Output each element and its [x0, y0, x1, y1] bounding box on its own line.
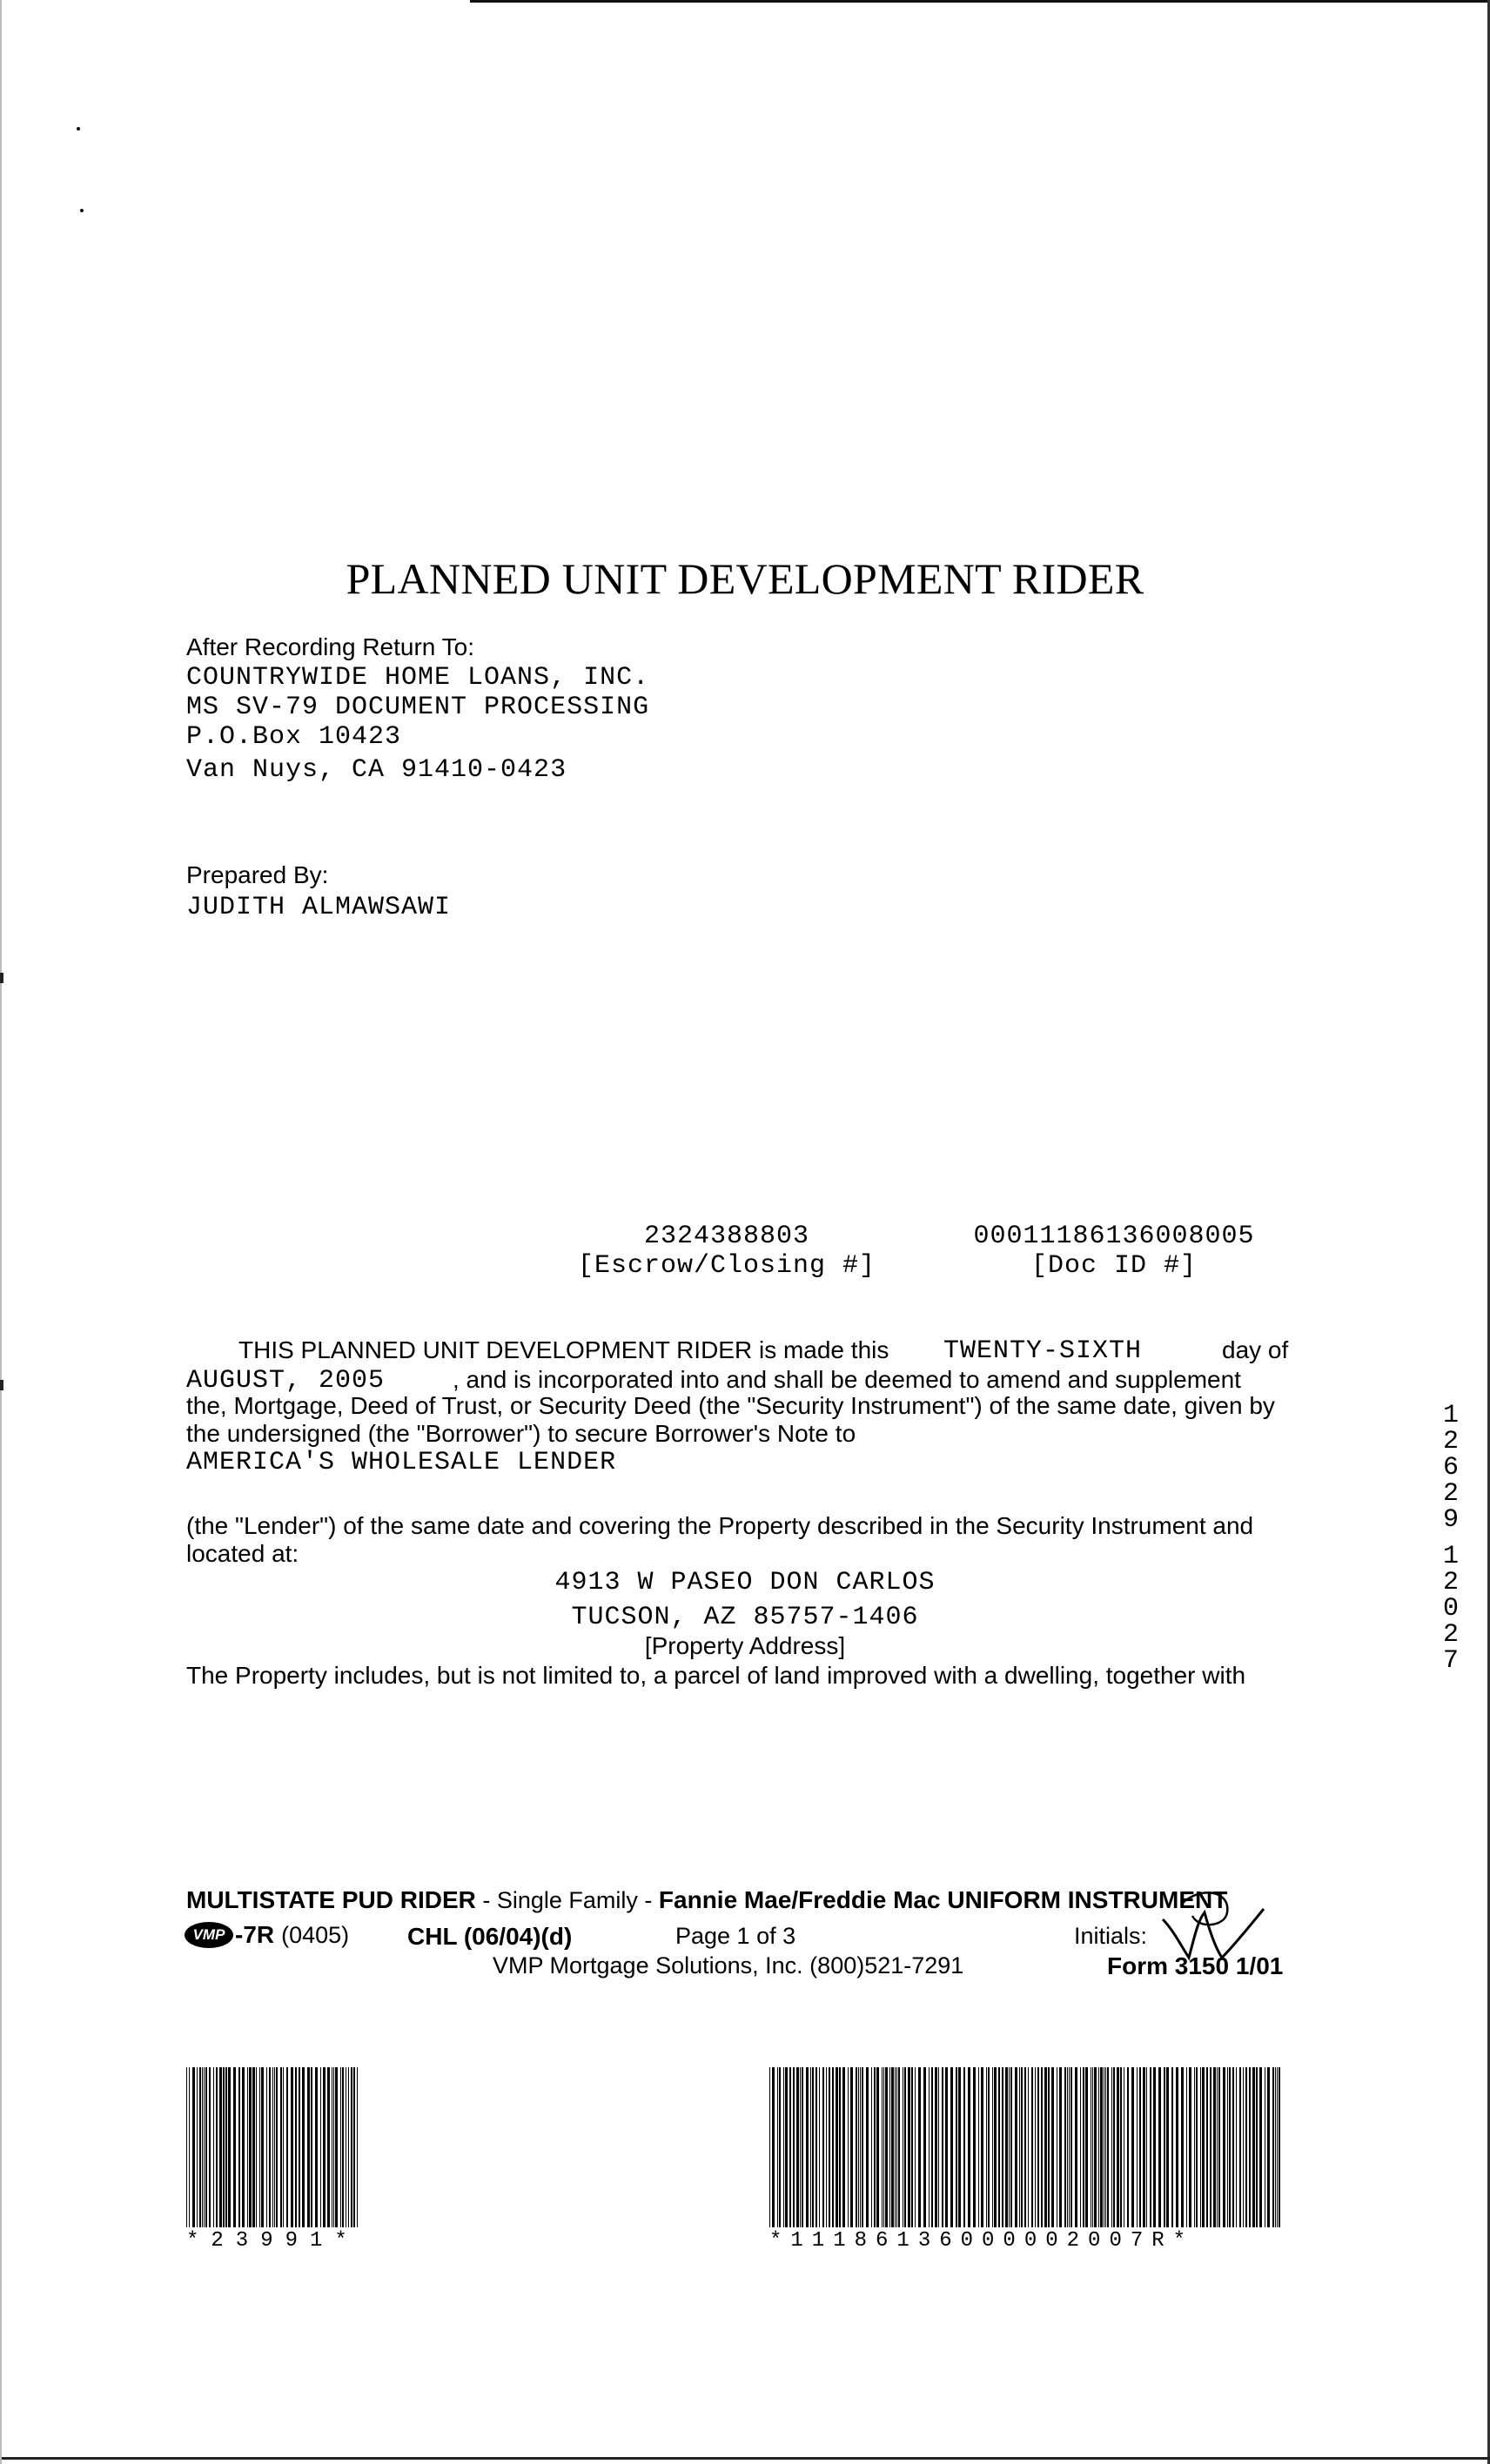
barcode-bar	[889, 2067, 890, 2227]
barcode-bar	[929, 2067, 930, 2227]
footer-vendor: VMP Mortgage Solutions, Inc. (800)521-7291	[493, 1952, 964, 1979]
body-line-6: located at:	[186, 1540, 299, 1567]
barcode-bar	[247, 2067, 248, 2227]
barcode-bar	[261, 2067, 264, 2227]
side-stamp-digit: 2	[1442, 1620, 1459, 1650]
barcode-bar	[199, 2067, 201, 2227]
barcode-bar	[209, 2067, 211, 2227]
barcode-bar	[1127, 2067, 1130, 2227]
side-stamp-digit: 9	[1442, 1505, 1459, 1535]
barcode-bar	[1028, 2067, 1029, 2227]
barcode-bar	[1259, 2067, 1262, 2227]
prepared-by-label: Prepared By:	[186, 861, 329, 888]
barcode-bar	[1111, 2067, 1112, 2227]
side-stamp-number-bottom	[1436, 1543, 1466, 1674]
barcode-bar	[274, 2067, 275, 2227]
barcode-bar	[904, 2067, 906, 2227]
barcode-bar	[1021, 2067, 1023, 2227]
property-address-label: [Property Address]	[644, 1632, 846, 1659]
barcode-bar	[283, 2067, 284, 2227]
barcode-bar	[1051, 2067, 1054, 2227]
barcode-bar	[923, 2067, 926, 2227]
return-to-line: Van Nuys, CA 91410-0423	[186, 755, 567, 785]
barcode-bar	[994, 2067, 997, 2227]
barcode-right	[769, 2067, 1283, 2227]
scan-speck	[77, 127, 80, 131]
barcode-bar	[228, 2067, 231, 2227]
barcode-bar	[223, 2067, 225, 2227]
barcode-bar	[963, 2067, 965, 2227]
escrow-label: [Escrow/Closing #]	[577, 1251, 876, 1281]
barcode-bar	[829, 2067, 830, 2227]
barcode-bar	[1153, 2067, 1156, 2227]
barcode-bar	[1277, 2067, 1278, 2227]
footer-rider-sep: - Single Family -	[475, 1887, 659, 1913]
barcode-bar	[839, 2067, 841, 2227]
barcode-bar	[789, 2067, 791, 2227]
barcode-bar	[1139, 2067, 1141, 2227]
barcode-bar	[242, 2067, 245, 2227]
barcode-bar	[812, 2067, 814, 2227]
barcode-bar	[327, 2067, 330, 2227]
barcode-bar	[1100, 2067, 1103, 2227]
barcode-bar	[286, 2067, 288, 2227]
barcode-bar	[1206, 2067, 1208, 2227]
barcode-bar	[836, 2067, 838, 2227]
barcode-bar	[978, 2067, 979, 2227]
barcode-bar	[1010, 2067, 1012, 2227]
barcode-bar	[1223, 2067, 1225, 2227]
barcode-bar	[256, 2067, 257, 2227]
side-stamp-digit: 1	[1442, 1401, 1459, 1430]
barcode-bar	[1107, 2067, 1109, 2227]
barcode-bar	[992, 2067, 993, 2227]
barcode-bar	[238, 2067, 240, 2227]
barcode-bar	[931, 2067, 933, 2227]
body-line-2: , and is incorporated into and shall be deemed to amend and supplement	[453, 1366, 1241, 1393]
barcode-bar	[1272, 2067, 1274, 2227]
barcode-bar	[1009, 2067, 1010, 2227]
barcode-bar	[1200, 2067, 1201, 2227]
barcode-bar	[186, 2067, 187, 2227]
barcode-bar	[348, 2067, 349, 2227]
return-to-line: COUNTRYWIDE HOME LOANS, INC.	[186, 663, 650, 693]
barcode-bar	[908, 2067, 910, 2227]
barcode-bar	[307, 2067, 310, 2227]
barcode-bar	[856, 2067, 857, 2227]
barcode-bar	[777, 2067, 778, 2227]
barcode-bar	[896, 2067, 897, 2227]
body-line-4: the undersigned (the "Borrower") to secure Borrower's Note to	[186, 1420, 856, 1447]
barcode-bar	[342, 2067, 344, 2227]
barcode-bar	[1069, 2067, 1070, 2227]
barcode-bar	[1158, 2067, 1161, 2227]
barcode-bar	[335, 2067, 338, 2227]
barcode-bar	[202, 2067, 203, 2227]
barcode-bar	[958, 2067, 961, 2227]
barcode-bar	[986, 2067, 987, 2227]
barcode-bar	[1249, 2067, 1251, 2227]
barcode-bar	[1120, 2067, 1122, 2227]
barcode-bar	[860, 2067, 861, 2227]
barcode-bar	[233, 2067, 236, 2227]
barcode-bar	[945, 2067, 948, 2227]
side-stamp-number-top	[1436, 1403, 1466, 1533]
barcode-bar	[299, 2067, 300, 2227]
footer-form-code	[185, 1921, 349, 1949]
barcode-bar	[883, 2067, 884, 2227]
barcode-bar	[918, 2067, 921, 2227]
barcode-bar	[950, 2067, 953, 2227]
scan-mark	[0, 973, 3, 983]
barcode-bar	[225, 2067, 227, 2227]
barcode-bar	[911, 2067, 913, 2227]
barcode-bar	[796, 2067, 799, 2227]
return-to-line: P.O.Box 10423	[186, 722, 402, 752]
barcode-bar	[1037, 2067, 1039, 2227]
barcode-bar	[272, 2067, 273, 2227]
barcode-bar	[1015, 2067, 1017, 2227]
barcode-bar	[1064, 2067, 1066, 2227]
doc-id-label: [Doc ID #]	[1030, 1251, 1198, 1281]
barcode-bar	[832, 2067, 834, 2227]
body-line-3: the, Mortgage, Deed of Trust, or Security Deed (the "Security Instrument") of the same date, given by	[186, 1392, 1275, 1419]
barcode-bar	[1267, 2067, 1270, 2227]
barcode-bar	[1137, 2067, 1138, 2227]
barcode-bar	[1105, 2067, 1106, 2227]
barcode-bar	[848, 2067, 849, 2227]
barcode-bar	[874, 2067, 876, 2227]
barcode-bar	[800, 2067, 801, 2227]
footer-form-date: (0405)	[281, 1921, 350, 1948]
side-stamp-digit: 7	[1442, 1646, 1459, 1676]
barcode-bar	[942, 2067, 943, 2227]
barcode-bar	[1164, 2067, 1165, 2227]
barcode-bar	[204, 2067, 205, 2227]
property-address-line-2: TUCSON, AZ 85757-1406	[571, 1603, 919, 1632]
barcode-bar	[1031, 2067, 1033, 2227]
footer-rider-line	[186, 1886, 1227, 1914]
side-stamp-digit: 2	[1442, 1568, 1459, 1597]
lender-name: AMERICA'S WHOLESALE LENDER	[186, 1448, 617, 1477]
barcode-bar	[340, 2067, 341, 2227]
barcode-bar	[938, 2067, 939, 2227]
footer-form-number: Form 3150 1/01	[1107, 1952, 1284, 1979]
barcode-bar	[862, 2067, 863, 2227]
barcode-bar	[1227, 2067, 1228, 2227]
barcode-bar	[858, 2067, 859, 2227]
barcode-bar	[772, 2067, 775, 2227]
barcode-bar	[1243, 2067, 1244, 2227]
barcode-left	[186, 2067, 359, 2227]
barcode-bar	[915, 2067, 916, 2227]
body-line-7: The Property includes, but is not limited to, a parcel of land improved with a dwelling, together with	[186, 1662, 1246, 1689]
barcode-bar	[280, 2067, 282, 2227]
footer-initials-label: Initials:	[1074, 1923, 1148, 1949]
barcode-bar	[351, 2067, 352, 2227]
barcode-bar	[769, 2067, 770, 2227]
barcode-bar	[822, 2067, 824, 2227]
barcode-bar	[1143, 2067, 1145, 2227]
barcode-bar	[219, 2067, 222, 2227]
return-to-line: MS SV-79 DOCUMENT PROCESSING	[186, 693, 650, 722]
barcode-bar	[1236, 2067, 1237, 2227]
barcode-bar	[842, 2067, 845, 2227]
barcode-bar	[1171, 2067, 1173, 2227]
barcode-bar	[810, 2067, 811, 2227]
barcode-bar	[1166, 2067, 1169, 2227]
barcode-bar	[882, 2067, 883, 2227]
barcode-bar	[850, 2067, 853, 2227]
barcode-bar	[1035, 2067, 1036, 2227]
barcode-bar	[956, 2067, 957, 2227]
footer-chl-code: CHL (06/04)(d)	[407, 1923, 573, 1950]
barcode-bar	[266, 2067, 267, 2227]
barcode-bar	[1071, 2067, 1072, 2227]
rider-day: TWENTY-SIXTH	[943, 1336, 1143, 1366]
barcode-bar	[269, 2067, 271, 2227]
barcode-bar	[1279, 2067, 1280, 2227]
barcode-bar	[1146, 2067, 1147, 2227]
side-stamp-digit: 1	[1442, 1542, 1459, 1571]
barcode-bar	[1181, 2067, 1184, 2227]
barcode-bar	[1150, 2067, 1151, 2227]
barcode-bar	[1217, 2067, 1218, 2227]
scan-speck	[80, 209, 84, 212]
barcode-bar	[259, 2067, 260, 2227]
barcode-bar	[793, 2067, 795, 2227]
barcode-bar	[1239, 2067, 1241, 2227]
barcode-bar	[895, 2067, 896, 2227]
barcode-bar	[815, 2067, 817, 2227]
barcode-bar	[1024, 2067, 1026, 2227]
escrow-number: 2324388803	[643, 1222, 810, 1251]
barcode-bar	[291, 2067, 293, 2227]
barcode-bar	[988, 2067, 990, 2227]
barcode-bar	[213, 2067, 214, 2227]
document-title: PLANNED UNIT DEVELOPMENT RIDER	[346, 554, 1144, 603]
barcode-bar	[1189, 2067, 1191, 2227]
barcode-bar	[302, 2067, 305, 2227]
barcode-bar	[1075, 2067, 1077, 2227]
barcode-bar	[1186, 2067, 1187, 2227]
barcode-bar	[802, 2067, 803, 2227]
footer-rider-title: MULTISTATE PUD RIDER	[186, 1886, 476, 1913]
barcode-bar	[1002, 2067, 1003, 2227]
barcode-bar	[973, 2067, 976, 2227]
barcode-bar	[216, 2067, 218, 2227]
barcode-bar	[295, 2067, 297, 2227]
barcode-bar	[189, 2067, 190, 2227]
side-stamp-digit: 2	[1442, 1479, 1459, 1509]
barcode-bar	[779, 2067, 781, 2227]
barcode-bar	[981, 2067, 983, 2227]
scan-mark	[0, 1380, 3, 1390]
body-line-1a: THIS PLANNED UNIT DEVELOPMENT RIDER is made this	[238, 1336, 889, 1363]
barcode-bar	[1098, 2067, 1099, 2227]
footer-page-number: Page 1 of 3	[675, 1923, 796, 1949]
barcode-bar	[968, 2067, 970, 2227]
vmp-logo-icon: VMP	[185, 1922, 233, 1948]
barcode-bar	[871, 2067, 872, 2227]
barcode-bar	[323, 2067, 326, 2227]
barcode-bar	[252, 2067, 255, 2227]
prepared-by-name: JUDITH ALMAWSAWI	[186, 893, 452, 922]
barcode-bar	[898, 2067, 900, 2227]
barcode-bar	[819, 2067, 820, 2227]
barcode-bar	[197, 2067, 198, 2227]
barcode-bar	[785, 2067, 788, 2227]
scan-left-edge	[0, 0, 2, 2464]
barcode-bar	[1131, 2067, 1134, 2227]
footer-form-suffix: -7R	[235, 1921, 275, 1948]
barcode-bar	[276, 2067, 278, 2227]
barcode-bar	[783, 2067, 784, 2227]
barcode-bar	[192, 2067, 195, 2227]
side-stamp-digit: 6	[1442, 1453, 1459, 1483]
barcode-bar	[1252, 2067, 1255, 2227]
barcode-bar	[885, 2067, 888, 2227]
barcode-bar	[1196, 2067, 1198, 2227]
barcode-bar	[333, 2067, 334, 2227]
side-stamp-digit: 0	[1442, 1594, 1459, 1624]
side-stamp-digit: 2	[1442, 1427, 1459, 1456]
barcode-bar	[998, 2067, 1000, 2227]
barcode-bar	[320, 2067, 321, 2227]
property-address-line-1: 4913 W PASEO DON CARLOS	[554, 1568, 936, 1597]
barcode-bar	[1044, 2067, 1047, 2227]
barcode-bar	[1067, 2067, 1068, 2227]
barcode-bar	[1117, 2067, 1119, 2227]
barcode-bar	[249, 2067, 252, 2227]
scan-top-edge	[470, 0, 1490, 3]
barcode-bar	[353, 2067, 355, 2227]
barcode-bar	[1048, 2067, 1050, 2227]
body-line-1b: day of	[1222, 1336, 1289, 1363]
barcode-bar	[357, 2067, 358, 2227]
barcode-bar	[1080, 2067, 1081, 2227]
rider-month-year: AUGUST, 2005	[186, 1366, 386, 1396]
footer-uniform-instrument: Fannie Mae/Freddie Mac UNIFORM INSTRUMENT	[658, 1886, 1228, 1913]
barcode-bar	[1202, 2067, 1205, 2227]
barcode-bar	[1194, 2067, 1195, 2227]
barcode-bar	[1229, 2067, 1231, 2227]
barcode-bar	[866, 2067, 869, 2227]
barcode-bar	[1213, 2067, 1216, 2227]
barcode-right-text: *11186136000002007R*	[769, 2229, 1195, 2253]
barcode-bar	[1085, 2067, 1088, 2227]
barcode-bar	[1275, 2067, 1276, 2227]
barcode-bar	[205, 2067, 207, 2227]
barcode-bar	[876, 2067, 879, 2227]
barcode-bar	[1083, 2067, 1084, 2227]
barcode-bar	[1256, 2067, 1258, 2227]
doc-id-number: 00011186136008005	[973, 1222, 1255, 1251]
barcode-bar	[1210, 2067, 1211, 2227]
barcode-bar	[311, 2067, 312, 2227]
barcode-bar	[1245, 2067, 1247, 2227]
barcode-bar	[1019, 2067, 1020, 2227]
barcode-bar	[1218, 2067, 1220, 2227]
barcode-left-text: *23991*	[186, 2229, 359, 2253]
return-to-address	[186, 663, 649, 785]
barcode-bar	[1059, 2067, 1062, 2227]
barcode-bar	[1094, 2067, 1097, 2227]
barcode-bar	[1041, 2067, 1043, 2227]
barcode-bar	[1005, 2067, 1008, 2227]
return-to-label: After Recording Return To:	[186, 633, 474, 660]
scan-bottom-edge	[0, 2457, 1490, 2460]
barcode-bar	[891, 2067, 894, 2227]
barcode-bar	[1232, 2067, 1234, 2227]
barcode-bar	[1092, 2067, 1093, 2227]
barcode-bar	[1113, 2067, 1115, 2227]
barcode-bar	[806, 2067, 809, 2227]
barcode-bar	[1176, 2067, 1178, 2227]
barcode-bar	[935, 2067, 937, 2227]
barcode-bar	[826, 2067, 827, 2227]
barcode-bar	[315, 2067, 318, 2227]
body-line-5: (the "Lender") of the same date and covering the Property described in the Security Instrument and	[186, 1512, 1254, 1539]
